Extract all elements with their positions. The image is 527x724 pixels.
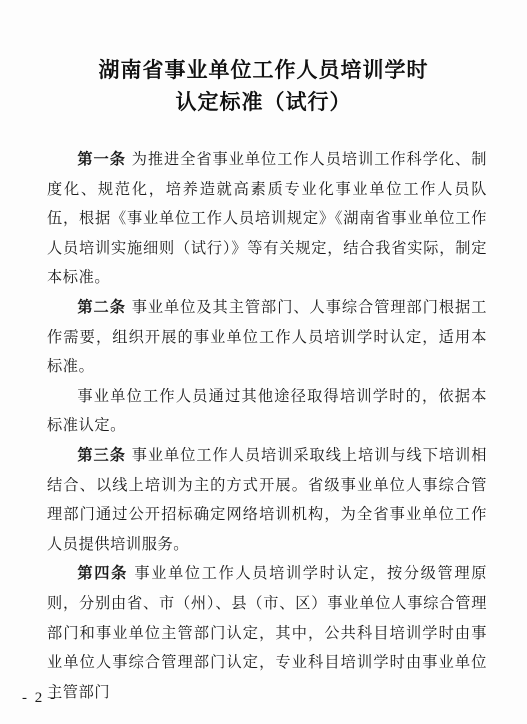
article-text: 事业单位工作人员培训采取线上培训与线下培训相结合、以线上培训为主的方式开展。省级事业单位人事综合管理部门通过公开招标确定网络培训机构，为全省事业单位工作人员提供培训服务。 <box>47 445 487 553</box>
article-heading: 第二条 <box>77 297 126 316</box>
article-text: 事业单位工作人员培训学时认定，按分级管理原则，分别由省、市（州）、县（市、区）事业单位人事综合管理部门和事业单位主管部门认定，其中，公共科目培训学时由事业单位人事综合管理部门认定，专业科目培训学时由事业单位主管部门 <box>47 564 487 701</box>
article-3 <box>47 441 487 559</box>
article-text: 事业单位工作人员通过其他途径取得培训学时的，依据本标准认定。 <box>47 386 487 435</box>
article-2-continuation <box>47 382 487 441</box>
article-heading: 第一条 <box>77 150 126 168</box>
document-title-line-2: 认定标准（试行） <box>175 89 352 114</box>
article-text: 事业单位及其主管部门、人事综合管理部门根据工作需要，组织开展的事业单位工作人员培训学时认定，适用本标准。 <box>47 297 487 376</box>
article-heading: 第三条 <box>77 445 126 464</box>
document-title-line-1: 湖南省事业单位工作人员培训学时 <box>98 57 429 82</box>
article-text: 为推进全省事业单位工作人员培训工作科学化、制度化、规范化，培养造就高素质专业化事业单位工作人员队伍，根据《事业单位工作人员培训规定》《湖南省事业单位工作人员培训实施细则（试行）》等有关规定，结合我省实际，制定本标准。 <box>47 150 487 287</box>
page-number: - 2 - <box>22 690 57 706</box>
article-4 <box>47 559 487 707</box>
article-1 <box>47 145 487 293</box>
document-body <box>47 145 487 707</box>
article-heading: 第四条 <box>77 564 128 583</box>
article-2 <box>47 293 487 382</box>
